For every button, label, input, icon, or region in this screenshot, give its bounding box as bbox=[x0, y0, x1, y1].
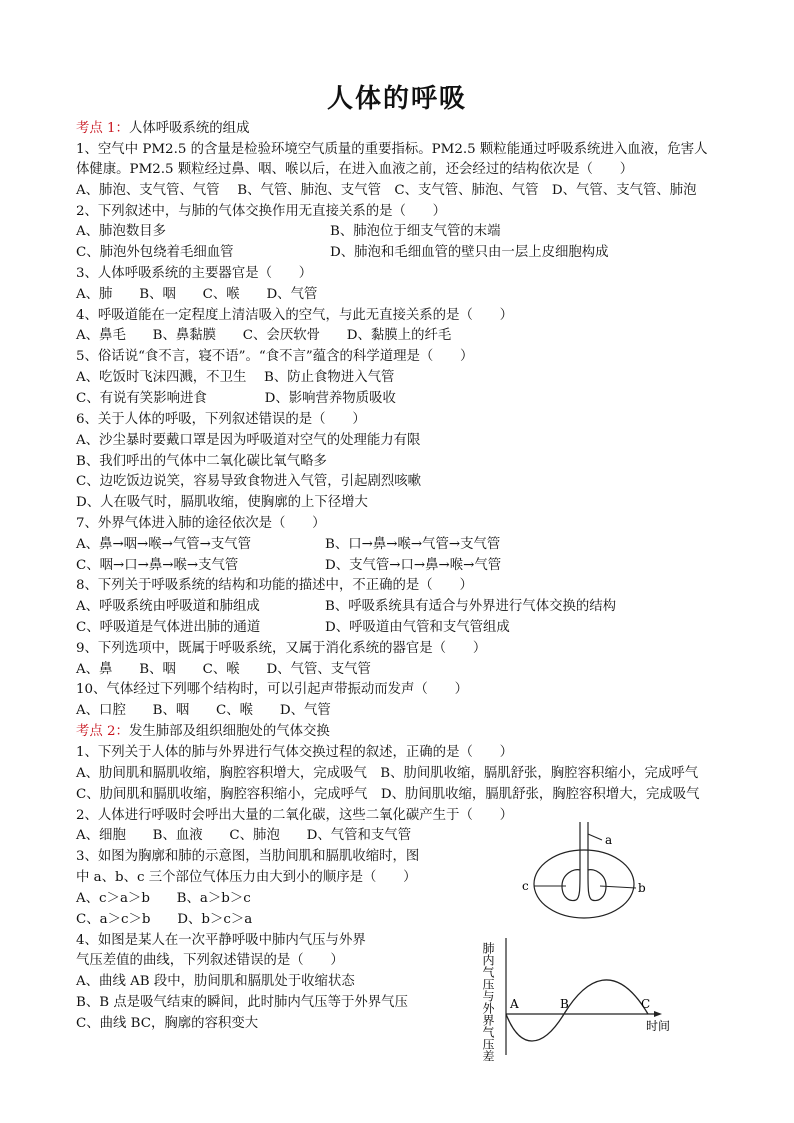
option: A、肺泡数目多 bbox=[76, 224, 167, 239]
point-b: B bbox=[560, 997, 569, 1011]
section-title: 人体呼吸系统的组成 bbox=[128, 121, 250, 136]
section-label: 考点 1： bbox=[76, 121, 129, 136]
question-line: 9、下列选项中，既属于呼吸系统，又属于消化系统的器官是（ ） bbox=[76, 641, 487, 656]
option: C、边吃饭边说笑，容易导致食物进入气管，引起剧烈咳嗽 bbox=[76, 474, 422, 489]
question-line: 8、下列关于呼吸系统的结构和功能的描述中，不正确的是（ ） bbox=[76, 578, 473, 593]
options-line: C、有说有笑影响进食 D、影响营养物质吸收 bbox=[76, 391, 396, 406]
option: B、口→鼻→喉→气管→支气管 bbox=[325, 537, 501, 552]
option: B、肺泡位于细支气管的末端 bbox=[330, 224, 501, 239]
leader-a bbox=[588, 834, 602, 840]
options-line: C、肋间肌和膈肌收缩，胸腔容积缩小，完成呼气 D、肋间肌收缩，膈肌舒张，胸腔容积增大，完成吸气 bbox=[76, 787, 700, 802]
question-line: 3、人体呼吸系统的主要器官是（ ） bbox=[76, 266, 313, 281]
thorax-lung-diagram bbox=[512, 818, 662, 928]
y-axis-label: 肺内气压与外界气压差 bbox=[481, 942, 495, 1062]
left-lung bbox=[562, 870, 580, 901]
options-line: C、a＞c＞b D、b＞c＞a bbox=[76, 912, 253, 927]
question-line: 2、下列叙述中，与肺的气体交换作用无直接关系的是（ ） bbox=[76, 204, 447, 219]
options-line: A、c＞a＞b B、a＞b＞c bbox=[76, 891, 251, 906]
option: B、呼吸系统具有适合与外界进行气体交换的结构 bbox=[325, 599, 617, 614]
question-line: 3、如图为胸廓和肺的示意图，当肋间肌和膈肌收缩时，图 bbox=[76, 849, 420, 864]
option: C、肺泡外包绕着毛细血管 bbox=[76, 245, 234, 260]
question-line: 中 a、b、c 三个部位气体压力由大到小的顺序是（ ） bbox=[76, 870, 417, 885]
x-axis-arrow bbox=[654, 1011, 662, 1017]
question-line: 体健康。PM2.5 颗粒经过鼻、咽、喉以后，在进入血液之前，还会经过的结构依次是（ ） bbox=[76, 162, 634, 177]
option: C、咽→口→鼻→喉→支气管 bbox=[76, 558, 239, 573]
point-a: A bbox=[510, 997, 519, 1011]
option: D、支气管→口→鼻→喉→气管 bbox=[325, 558, 502, 573]
options-line: A、吃饭时飞沫四溅，不卫生 B、防止食物进入气管 bbox=[76, 370, 395, 385]
option: A、沙尘暴时要戴口罩是因为呼吸道对空气的处理能力有限 bbox=[76, 433, 421, 448]
question-line: 4、如图是某人在一次平静呼吸中肺内气压与外界 bbox=[76, 933, 366, 948]
section-label: 考点 2： bbox=[76, 724, 129, 739]
question-line: 4、呼吸道能在一定程度上清洁吸入的空气，与此无直接关系的是（ ） bbox=[76, 308, 514, 323]
thorax-outline bbox=[534, 850, 634, 918]
option: D、呼吸道由气管和支气管组成 bbox=[325, 620, 510, 635]
point-c: C bbox=[641, 997, 651, 1011]
option: B、B 点是吸气结束的瞬间，此时肺内气压等于外界气压 bbox=[76, 995, 408, 1010]
option: D、人在吸气时，膈肌收缩，使胸廓的上下径增大 bbox=[76, 495, 368, 510]
options-line: A、细胞 B、血液 C、肺泡 D、气管和支气管 bbox=[76, 828, 412, 843]
option: C、呼吸道是气体进出肺的通道 bbox=[76, 620, 261, 635]
label-b: b bbox=[638, 881, 646, 895]
label-a: a bbox=[605, 833, 613, 847]
options-line: A、肺泡、支气管、气管 B、气管、肺泡、支气管 C、支气管、肺泡、气管 D、气管、支气管、肺泡 bbox=[76, 183, 697, 198]
option: D、肺泡和毛细血管的壁只由一层上皮细胞构成 bbox=[330, 245, 609, 260]
x-axis-label: 时间 bbox=[646, 1019, 671, 1033]
label-c: c bbox=[522, 879, 529, 893]
pressure-curve bbox=[506, 980, 651, 1041]
option: A、曲线 AB 段中，肋间肌和膈肌处于收缩状态 bbox=[76, 974, 355, 989]
question-line: 6、关于人体的呼吸，下列叙述错误的是（ ） bbox=[76, 412, 366, 427]
options-line: A、肋间肌和膈肌收缩，胸腔容积增大，完成吸气 B、肋间肌收缩，膈肌舒张，胸腔容积缩小，完成呼气 bbox=[76, 766, 699, 781]
section-header-1 bbox=[76, 119, 249, 139]
question-line: 7、外界气体进入肺的途径依次是（ ） bbox=[76, 516, 326, 531]
page-title: 人体的呼吸 bbox=[326, 84, 467, 114]
question-line: 气压差值的曲线，下列叙述错误的是（ ） bbox=[76, 953, 344, 968]
options-line: A、鼻毛 B、鼻黏膜 C、会厌软骨 D、黏膜上的纤毛 bbox=[76, 328, 452, 343]
option: C、曲线 BC，胸廓的容积变大 bbox=[76, 1016, 259, 1031]
pressure-curve-chart bbox=[481, 930, 704, 1065]
option: A、呼吸系统由呼吸道和肺组成 bbox=[76, 599, 260, 614]
option: B、我们呼出的气体中二氧化碳比氧气略多 bbox=[76, 454, 327, 469]
question-line: 1、下列关于人体的肺与外界进行气体交换过程的叙述，正确的是（ ） bbox=[76, 745, 514, 760]
question-line: 10、气体经过下列哪个结构时，可以引起声带振动而发声（ ） bbox=[76, 682, 468, 697]
question-line: 5、俗话说“食不言，寝不语”。“食不言”蕴含的科学道理是（ ） bbox=[76, 349, 474, 364]
options-line: A、肺 B、咽 C、喉 D、气管 bbox=[76, 287, 318, 302]
right-lung bbox=[588, 870, 606, 901]
options-line: A、口腔 B、咽 C、喉 D、气管 bbox=[76, 703, 331, 718]
options-line: A、鼻 B、咽 C、喉 D、气管、支气管 bbox=[76, 662, 371, 677]
question-line: 2、人体进行呼吸时会呼出大量的二氧化碳，这些二氧化碳产生于（ ） bbox=[76, 808, 514, 823]
option: A、鼻→咽→喉→气管→支气管 bbox=[76, 537, 252, 552]
question-line: 1、空气中 PM2.5 的含量是检验环境空气质量的重要指标。PM2.5 颗粒能通过呼吸系统进入血液，危害人 bbox=[76, 142, 708, 157]
section-header-2 bbox=[76, 722, 330, 742]
section-title: 发生肺部及组织细胞处的气体交换 bbox=[128, 724, 330, 739]
